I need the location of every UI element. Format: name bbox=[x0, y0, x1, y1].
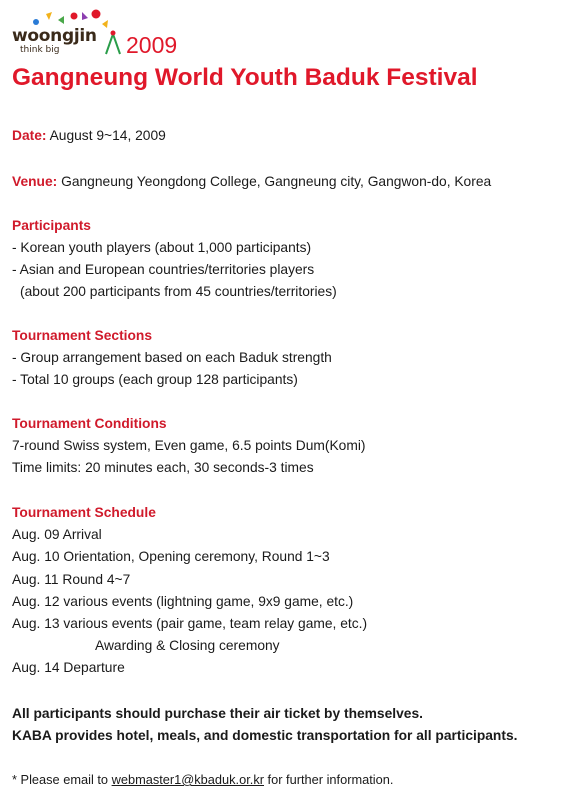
notice-kaba-provides: KABA provides hotel, meals, and domestic transportation for all participants. bbox=[12, 728, 518, 743]
participants-line: - Asian and European countries/territories players bbox=[12, 262, 315, 277]
schedule-item: Aug. 10 Orientation, Opening ceremony, Round 1~3 bbox=[12, 549, 330, 564]
schedule-item: Aug. 12 various events (lightning game, 9x9 game, etc.) bbox=[12, 594, 354, 609]
footer-contact bbox=[12, 772, 393, 788]
venue-label: Venue: bbox=[12, 174, 58, 189]
notice-air-ticket: All participants should purchase their air ticket by themselves. bbox=[12, 706, 423, 721]
sections-heading: Tournament Sections bbox=[12, 328, 153, 343]
schedule-item: Aug. 14 Departure bbox=[12, 660, 125, 675]
logo-figure-icon bbox=[104, 30, 122, 56]
participants-line: (about 200 participants from 45 countries/territories) bbox=[20, 284, 337, 299]
festival-year: 2009 bbox=[126, 32, 178, 58]
participants-line: - Korean youth players (about 1,000 participants) bbox=[12, 240, 312, 255]
woongjin-logo bbox=[12, 8, 122, 58]
date-value: August 9~14, 2009 bbox=[49, 128, 166, 143]
logo-wordmark: woongjin bbox=[12, 26, 97, 46]
conditions-line: Time limits: 20 minutes each, 30 seconds-3 times bbox=[12, 460, 314, 475]
footer-prefix: * Please email to bbox=[12, 772, 112, 787]
schedule-item: Aug. 11 Round 4~7 bbox=[12, 572, 131, 587]
sections-line: - Group arrangement based on each Baduk strength bbox=[12, 350, 332, 365]
conditions-line: 7-round Swiss system, Even game, 6.5 points Dum(Komi) bbox=[12, 438, 366, 453]
footer-suffix: for further information. bbox=[264, 772, 394, 787]
conditions-heading: Tournament Conditions bbox=[12, 416, 167, 431]
logo-tagline: think big bbox=[20, 45, 60, 55]
sections-line: - Total 10 groups (each group 128 participants) bbox=[12, 372, 298, 387]
email-link[interactable]: webmaster1@kbaduk.or.kr bbox=[111, 772, 264, 787]
schedule-item: Awarding & Closing ceremony bbox=[95, 638, 280, 653]
date-line bbox=[12, 128, 166, 144]
date-label: Date: bbox=[12, 128, 47, 143]
schedule-item: Aug. 13 various events (pair game, team relay game, etc.) bbox=[12, 616, 368, 631]
schedule-item: Aug. 09 Arrival bbox=[12, 527, 102, 542]
venue-line bbox=[12, 174, 491, 190]
schedule-heading: Tournament Schedule bbox=[12, 505, 156, 520]
participants-heading: Participants bbox=[12, 218, 91, 233]
venue-value: Gangneung Yeongdong College, Gangneung city, Gangwon-do, Korea bbox=[61, 174, 492, 189]
festival-title: Gangneung World Youth Baduk Festival bbox=[12, 64, 478, 91]
